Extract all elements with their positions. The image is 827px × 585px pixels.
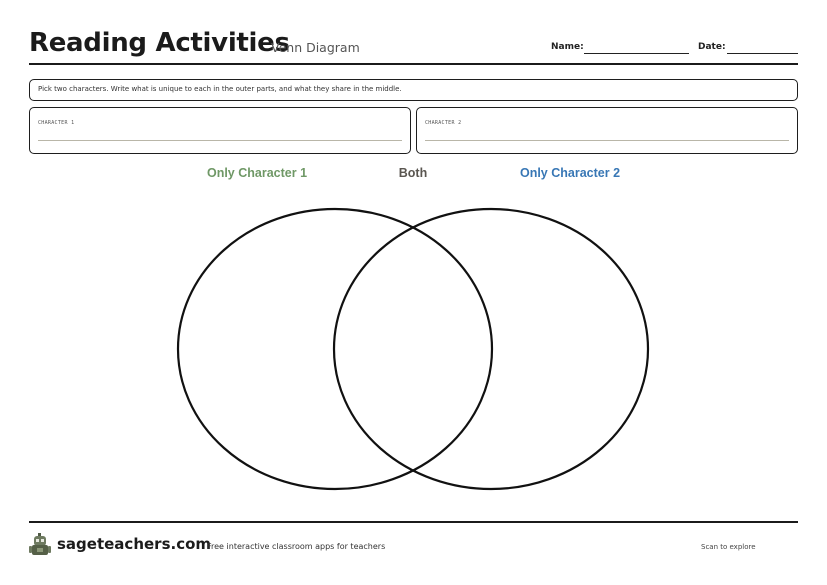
robot-mascot-icon <box>29 533 51 557</box>
page-subtitle: Venn Diagram <box>271 40 360 55</box>
footer-divider <box>29 521 798 523</box>
character-1-label: CHARACTER 1 <box>38 120 75 126</box>
scan-to-explore-text: Scan to explore <box>701 543 756 551</box>
page-title: Reading Activities <box>29 28 290 58</box>
character-2-label: CHARACTER 2 <box>425 120 462 126</box>
date-label: Date: <box>698 42 726 52</box>
venn-middle-label: Both <box>398 166 428 180</box>
name-label: Name: <box>551 42 584 52</box>
footer-tagline: Free interactive classroom apps for teachers <box>207 542 386 551</box>
venn-left-label: Only Character 1 <box>206 166 308 180</box>
venn-right-label: Only Character 2 <box>519 166 621 180</box>
footer-brand[interactable]: sageteachers.com <box>57 535 212 553</box>
instructions-box: Pick two characters. Write what is unique to each in the outer parts, and what they share in the middle. <box>29 79 798 101</box>
